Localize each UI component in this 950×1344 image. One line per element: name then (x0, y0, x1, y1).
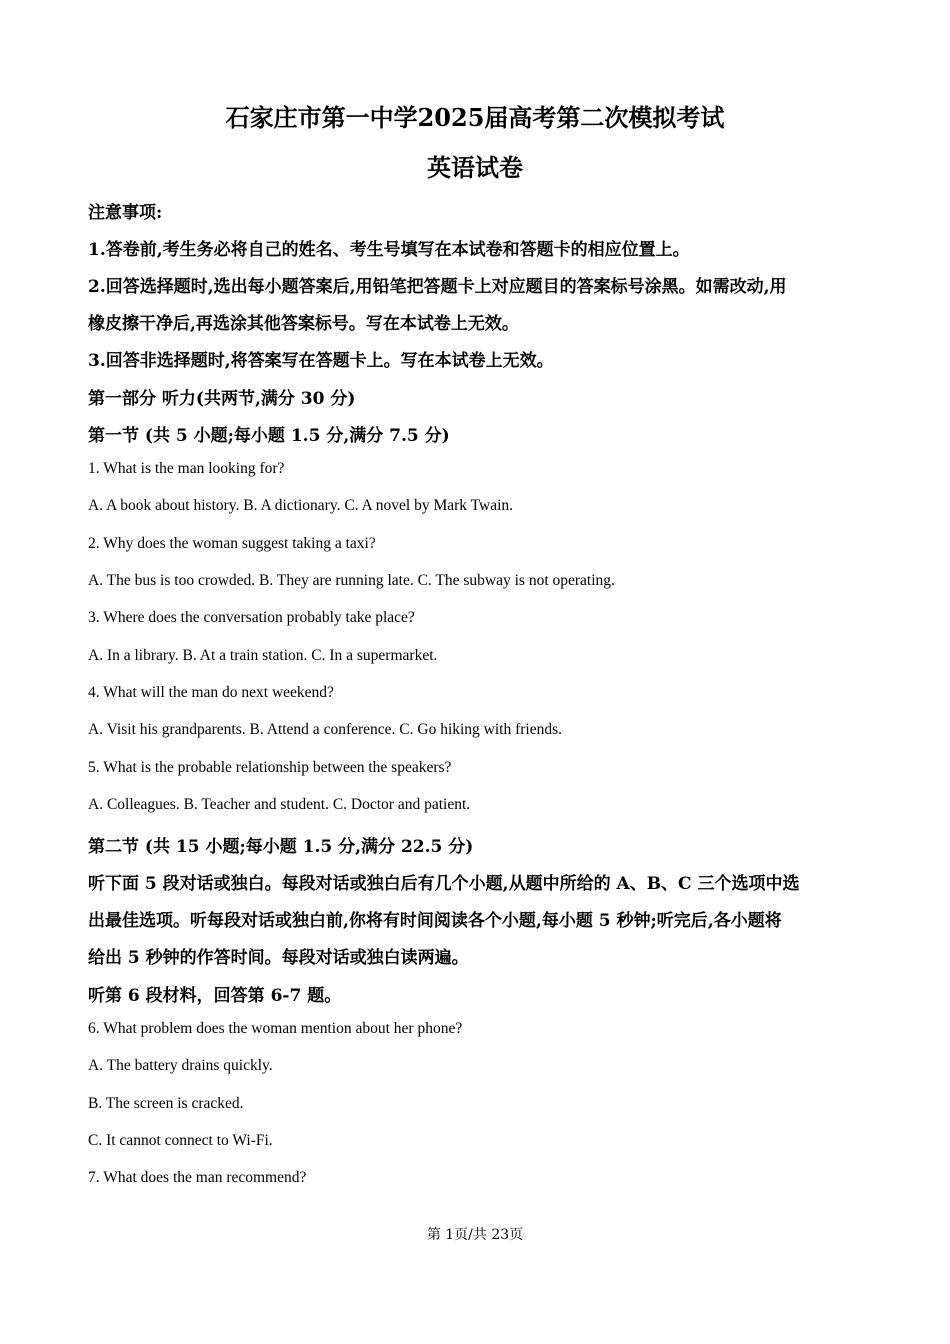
page-number-footer: 第 1页/共 23页 (426, 1227, 524, 1243)
section2-instructions-line-3: 给出 5 秒钟的作答时间。每段对话或独白读两遍。 (88, 948, 469, 968)
question-6-option-b: B. The screen is cracked. (88, 1095, 244, 1112)
notice-item-2-line-2: 橡皮擦干净后,再选涂其他答案标号。写在本试卷上无效。 (88, 314, 519, 334)
question-1: 1. What is the man looking for? (88, 460, 285, 477)
question-1-options: A. A book about history. B. A dictionary. C. A novel by Mark Twain. (88, 497, 514, 514)
question-6: 6. What problem does the woman mention about her phone? (88, 1020, 463, 1037)
question-6-option-c: C. It cannot connect to Wi-Fi. (88, 1132, 273, 1149)
exam-subtitle: 英语试卷 (427, 153, 523, 182)
notice-item-1: 1.答卷前,考生务必将自己的姓名、考生号填写在本试卷和答题卡的相应位置上。 (88, 240, 690, 260)
notice-heading: 注意事项: (88, 203, 163, 223)
question-3: 3. Where does the conversation probably take place? (88, 609, 415, 626)
section1-heading: 第一节 (共 5 小题;每小题 1.5 分,满分 7.5 分) (88, 426, 450, 446)
section2-instructions-line-1: 听下面 5 段对话或独白。每段对话或独白后有几个小题,从题中所给的 A、B、C 三个选项中选 (88, 874, 800, 894)
question-4: 4. What will the man do next weekend? (88, 684, 334, 701)
section2-instructions-line-2: 出最佳选项。听每段对话或独白前,你将有时间阅读各个小题,每小题 5 秒钟;听完后,各小题将 (88, 911, 782, 931)
exam-title: 石家庄市第一中学2025届高考第二次模拟考试 (225, 103, 725, 132)
question-4-options: A. Visit his grandparents. B. Attend a conference. C. Go hiking with friends. (88, 721, 563, 738)
section2-heading: 第二节 (共 15 小题;每小题 1.5 分,满分 22.5 分) (88, 837, 474, 857)
notice-item-3: 3.回答非选择题时,将答案写在答题卡上。写在本试卷上无效。 (88, 351, 554, 371)
question-7: 7. What does the man recommend? (88, 1169, 307, 1186)
question-2: 2. Why does the woman suggest taking a taxi? (88, 535, 376, 552)
question-6-option-a: A. The battery drains quickly. (88, 1057, 273, 1074)
question-3-options: A. In a library. B. At a train station. C. In a supermarket. (88, 647, 438, 664)
question-2-options: A. The bus is too crowded. B. They are running late. C. The subway is not operating. (88, 572, 615, 589)
passage6-heading: 听第 6 段材料，回答第 6-7 题。 (88, 986, 342, 1006)
notice-item-2-line-1: 2.回答选择题时,选出每小题答案后,用铅笔把答题卡上对应题目的答案标号涂黑。如需改动,用 (88, 277, 787, 297)
question-5-options: A. Colleagues. B. Teacher and student. C. Doctor and patient. (88, 796, 471, 813)
question-5: 5. What is the probable relationship between the speakers? (88, 759, 452, 776)
part1-heading: 第一部分 听力(共两节,满分 30 分) (88, 389, 356, 409)
